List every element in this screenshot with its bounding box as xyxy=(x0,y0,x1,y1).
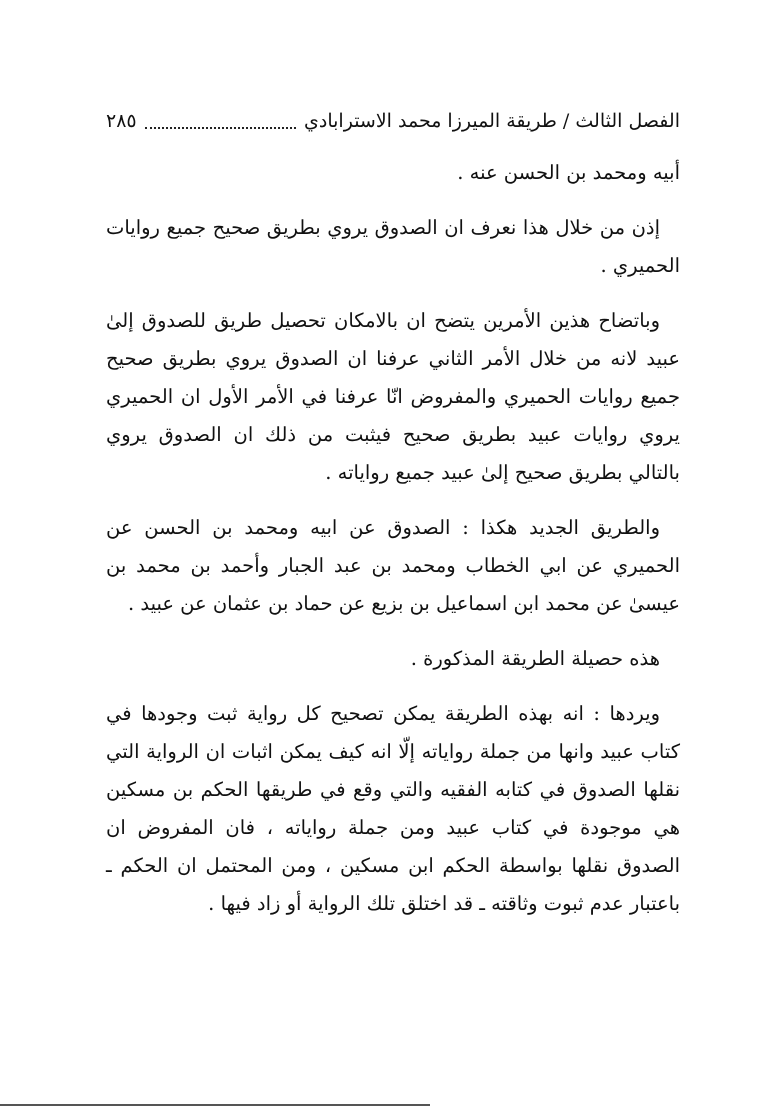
paragraph: والطريق الجديد هكذا : الصدوق عن ابيه ومحمد بن الحسن عن الحميري عن ابي الخطاب ومحمد بن عبد الجبار وأحمد بن محمد بن عيسىٰ عن محمد ابن اسماعيل بن بزيع عن حماد بن عثمان عن عبيد . xyxy=(106,516,680,615)
page-number: ٢٨٥ xyxy=(106,110,137,132)
paragraph: إذن من خلال هذا نعرف ان الصدوق يروي بطريق صحيح جميع روايات الحميري . xyxy=(106,216,680,277)
paragraph: ويردها : انه بهذه الطريقة يمكن تصحيح كل رواية ثبت وجودها في كتاب عبيد وانها من جملة رواياته إلّا انه كيف يمكن اثبات ان الرواية التي نقلها الصدوق في كتابه الفقيه والتي وقع في طريقها الحكم بن مسكين هي موجودة في كتاب عبيد ومن جملة رواياته ، فان المفروض ان الصدوق نقلها بواسطة الحكم ابن مسكين ، ومن المحتمل ان الحكم ـ باعتبار عدم ثبوت وثاقته ـ قد اختلق تلك الرواية أو زاد فيها . xyxy=(106,702,680,915)
paragraph-continuation: أبيه ومحمد بن الحسن عنه . xyxy=(457,161,680,184)
scan-edge-rule xyxy=(0,1104,430,1106)
paragraph: هذه حصيلة الطريقة المذكورة . xyxy=(410,647,660,670)
running-title: الفصل الثالث / طريقة الميرزا محمد الاسترابادي xyxy=(304,110,680,132)
page-header xyxy=(106,103,680,139)
paragraph: وباتضاح هذين الأمرين يتضح ان بالامكان تحصيل طريق للصدوق إلىٰ عبيد لانه من خلال الأمر الثاني عرفنا ان الصدوق يروي بطريق صحيح جميع روايات الحميري والمفروض انّا عرفنا في الأمر الأول ان الحميري يروي روايات عبيد بطريق صحيح فيثبت من ذلك ان الصدوق يروي بالتالي بطريق صحيح إلىٰ عبيد جميع رواياته . xyxy=(106,309,680,484)
dot-leader xyxy=(145,126,296,129)
page-body xyxy=(106,154,680,940)
